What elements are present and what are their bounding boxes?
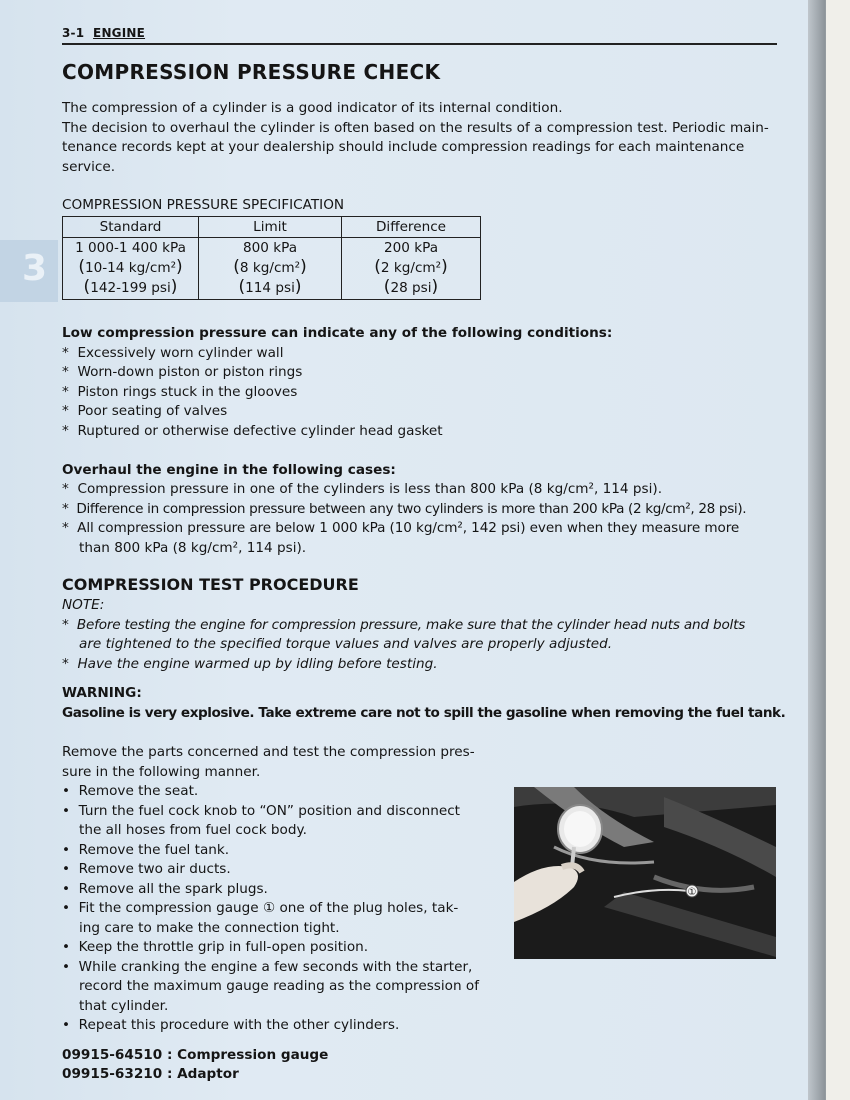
overhaul-item-3-cont: than 800 kPa (8 kg/cm², 114 psi). [79, 539, 307, 556]
step-8: • While cranking the engine a few seconds with the starter, [62, 958, 473, 975]
spec-standard-kgcm-value: 10-14 kg/cm² [84, 260, 177, 276]
overhaul-item-2-text: Difference in compression pressure between any two cylinders is more than 200 kPa (2 kg/cm², 28 psi). [76, 500, 747, 517]
step-4: • Remove two air ducts. [62, 861, 231, 877]
overhaul-item-1: * Compression pressure in one of the cylinders is less than 800 kPa (8 kg/cm², 114 psi). [62, 481, 663, 497]
section-tab [0, 240, 58, 302]
procedure-lead-2: sure in the following manner. [62, 763, 261, 780]
spec-caption: COMPRESSION PRESSURE SPECIFICATION [62, 197, 345, 213]
spec-limit-kgcm: (8 kg/cm²) [233, 257, 307, 277]
step-7: • Keep the throttle grip in full-open position. [62, 939, 369, 955]
header-rule [62, 43, 777, 45]
step-3-text: Remove the fuel tank. [78, 841, 230, 858]
spec-difference-kpa: 200 kPa [383, 240, 439, 256]
step-6-text: Fit the compression gauge ① one of the plug holes, tak- [78, 900, 459, 916]
step-8-cont-1: record the maximum gauge reading as the compression of [79, 978, 480, 994]
step-8-cont-2: that cylinder. [79, 997, 169, 1014]
step-6-cont: ing care to make the connection tight. [79, 919, 340, 936]
step-9-text: Repeat this procedure with the other cylinders. [78, 1017, 400, 1033]
low-item-2-text: Worn-down piston or piston rings [77, 364, 303, 380]
low-item-3-text: Piston rings stuck in the glooves [77, 383, 298, 400]
spec-cell-difference [342, 238, 481, 300]
engine-photo-illustration [514, 787, 776, 959]
section-tab-number: 3 [22, 248, 48, 289]
low-item-2: * Worn-down piston or piston rings [62, 364, 303, 380]
spec-header-limit: Limit [199, 217, 342, 238]
step-6: • Fit the compression gauge ① one of the plug holes, tak- [62, 900, 459, 916]
step-8-text: While cranking the engine a few seconds with the starter, [78, 958, 473, 975]
spec-difference-psi-value: 28 psi [390, 280, 432, 296]
spec-standard-psi-value: 142-199 psi [90, 280, 171, 296]
spec-standard-psi: (142-199 psi) [83, 277, 178, 297]
warning-text: Gasoline is very explosive. Take extreme care not to spill the gasoline when removing the fuel tank. [62, 704, 786, 721]
step-2: • Turn the fuel cock knob to “ON” position and disconnect [62, 802, 461, 819]
spec-limit-psi: (114 psi) [238, 277, 302, 297]
step-9: • Repeat this procedure with the other cylinders. [62, 1017, 400, 1033]
page-header-chapter: ENGINE [93, 26, 146, 40]
spec-limit-kpa: 800 kPa [242, 240, 298, 256]
overhaul-item-2: * Difference in compression pressure between any two cylinders is more than 200 kPa (2 kg/cm², 28 psi). [62, 500, 747, 517]
spec-limit-psi-value: 114 psi [245, 280, 295, 296]
procedure-lead-1: Remove the parts concerned and test the compression pres- [62, 744, 475, 760]
warning-label: WARNING: [62, 685, 142, 701]
note-1: * Before testing the engine for compression pressure, make sure that the cylinder head nuts and bolts [62, 616, 746, 633]
overhaul-heading: Overhaul the engine in the following cases: [62, 461, 396, 478]
spec-header-standard: Standard [63, 217, 199, 238]
low-item-1: * Excessively worn cylinder wall [62, 344, 284, 361]
note-1-text: Before testing the engine for compression pressure, make sure that the cylinder head nuts and bolts [76, 616, 746, 633]
spec-standard-kpa: 1 000-1 400 kPa [75, 240, 186, 256]
low-item-5-text: Ruptured or otherwise defective cylinder head gasket [77, 422, 443, 439]
tool-compression-gauge: 09915-64510 : Compression gauge [62, 1046, 329, 1063]
spec-standard-kgcm: (10-14 kg/cm²) [78, 257, 183, 277]
note-1-cont: are tightened to the specified torque values and valves are properly adjusted. [79, 636, 613, 652]
note-2: * Have the engine warmed up by idling before testing. [62, 655, 438, 672]
spec-limit-kgcm-value: 8 kg/cm² [239, 260, 301, 276]
spec-difference-psi: (28 psi) [383, 277, 439, 297]
overhaul-item-3-text: All compression pressure are below 1 000 kPa (10 kg/cm², 142 psi) even when they measure more [77, 520, 740, 536]
low-item-1-text: Excessively worn cylinder wall [77, 344, 284, 361]
intro-line-3: tenance records kept at your dealership should include compression readings for each maintenance [62, 139, 745, 155]
page-header [62, 26, 145, 40]
page-edge-outer [826, 0, 850, 1100]
overhaul-item-1-text: Compression pressure in one of the cylinders is less than 800 kPa (8 kg/cm², 114 psi). [77, 481, 663, 497]
spec-cell-limit [199, 238, 342, 300]
intro-line-4: service. [62, 158, 116, 175]
step-4-text: Remove two air ducts. [78, 861, 231, 877]
page-title: COMPRESSION PRESSURE CHECK [62, 60, 441, 84]
overhaul-item-3: * All compression pressure are below 1 000 kPa (10 kg/cm², 142 psi) even when they measure more [62, 520, 740, 536]
spec-table [62, 216, 481, 300]
procedure-heading: COMPRESSION TEST PROCEDURE [62, 575, 359, 594]
low-item-4: * Poor seating of valves [62, 403, 228, 419]
step-2-text: Turn the fuel cock knob to “ON” position and disconnect [78, 802, 461, 819]
step-5: • Remove all the spark plugs. [62, 880, 268, 897]
note-2-text: Have the engine warmed up by idling before testing. [77, 655, 438, 672]
step-1-text: Remove the seat. [78, 783, 199, 799]
low-item-4-text: Poor seating of valves [77, 403, 228, 419]
intro-line-2: The decision to overhaul the cylinder is often based on the results of a compression test. Periodic main- [62, 119, 769, 136]
compression-gauge-photo [514, 787, 776, 959]
step-5-text: Remove all the spark plugs. [78, 880, 268, 897]
step-1: • Remove the seat. [62, 783, 199, 799]
step-3: • Remove the fuel tank. [62, 841, 230, 858]
photo-callout-label: ① [687, 887, 697, 898]
spec-header-difference: Difference [342, 217, 481, 238]
tool-adaptor: 09915-63210 : Adaptor [62, 1066, 239, 1082]
low-item-3: * Piston rings stuck in the glooves [62, 383, 298, 400]
spec-cell-standard [63, 238, 199, 300]
intro-line-1: The compression of a cylinder is a good indicator of its internal condition. [62, 100, 563, 116]
page-header-section: 3-1 [62, 26, 85, 40]
low-compression-heading: Low compression pressure can indicate any of the following conditions: [62, 325, 613, 341]
step-2-cont: the all hoses from fuel cock body. [79, 822, 307, 838]
spec-difference-kgcm: (2 kg/cm²) [374, 257, 448, 277]
step-7-text: Keep the throttle grip in full-open position. [78, 939, 369, 955]
low-item-5: * Ruptured or otherwise defective cylinder head gasket [62, 422, 443, 439]
spec-difference-kgcm-value: 2 kg/cm² [380, 260, 442, 276]
note-label: NOTE: [62, 597, 105, 613]
